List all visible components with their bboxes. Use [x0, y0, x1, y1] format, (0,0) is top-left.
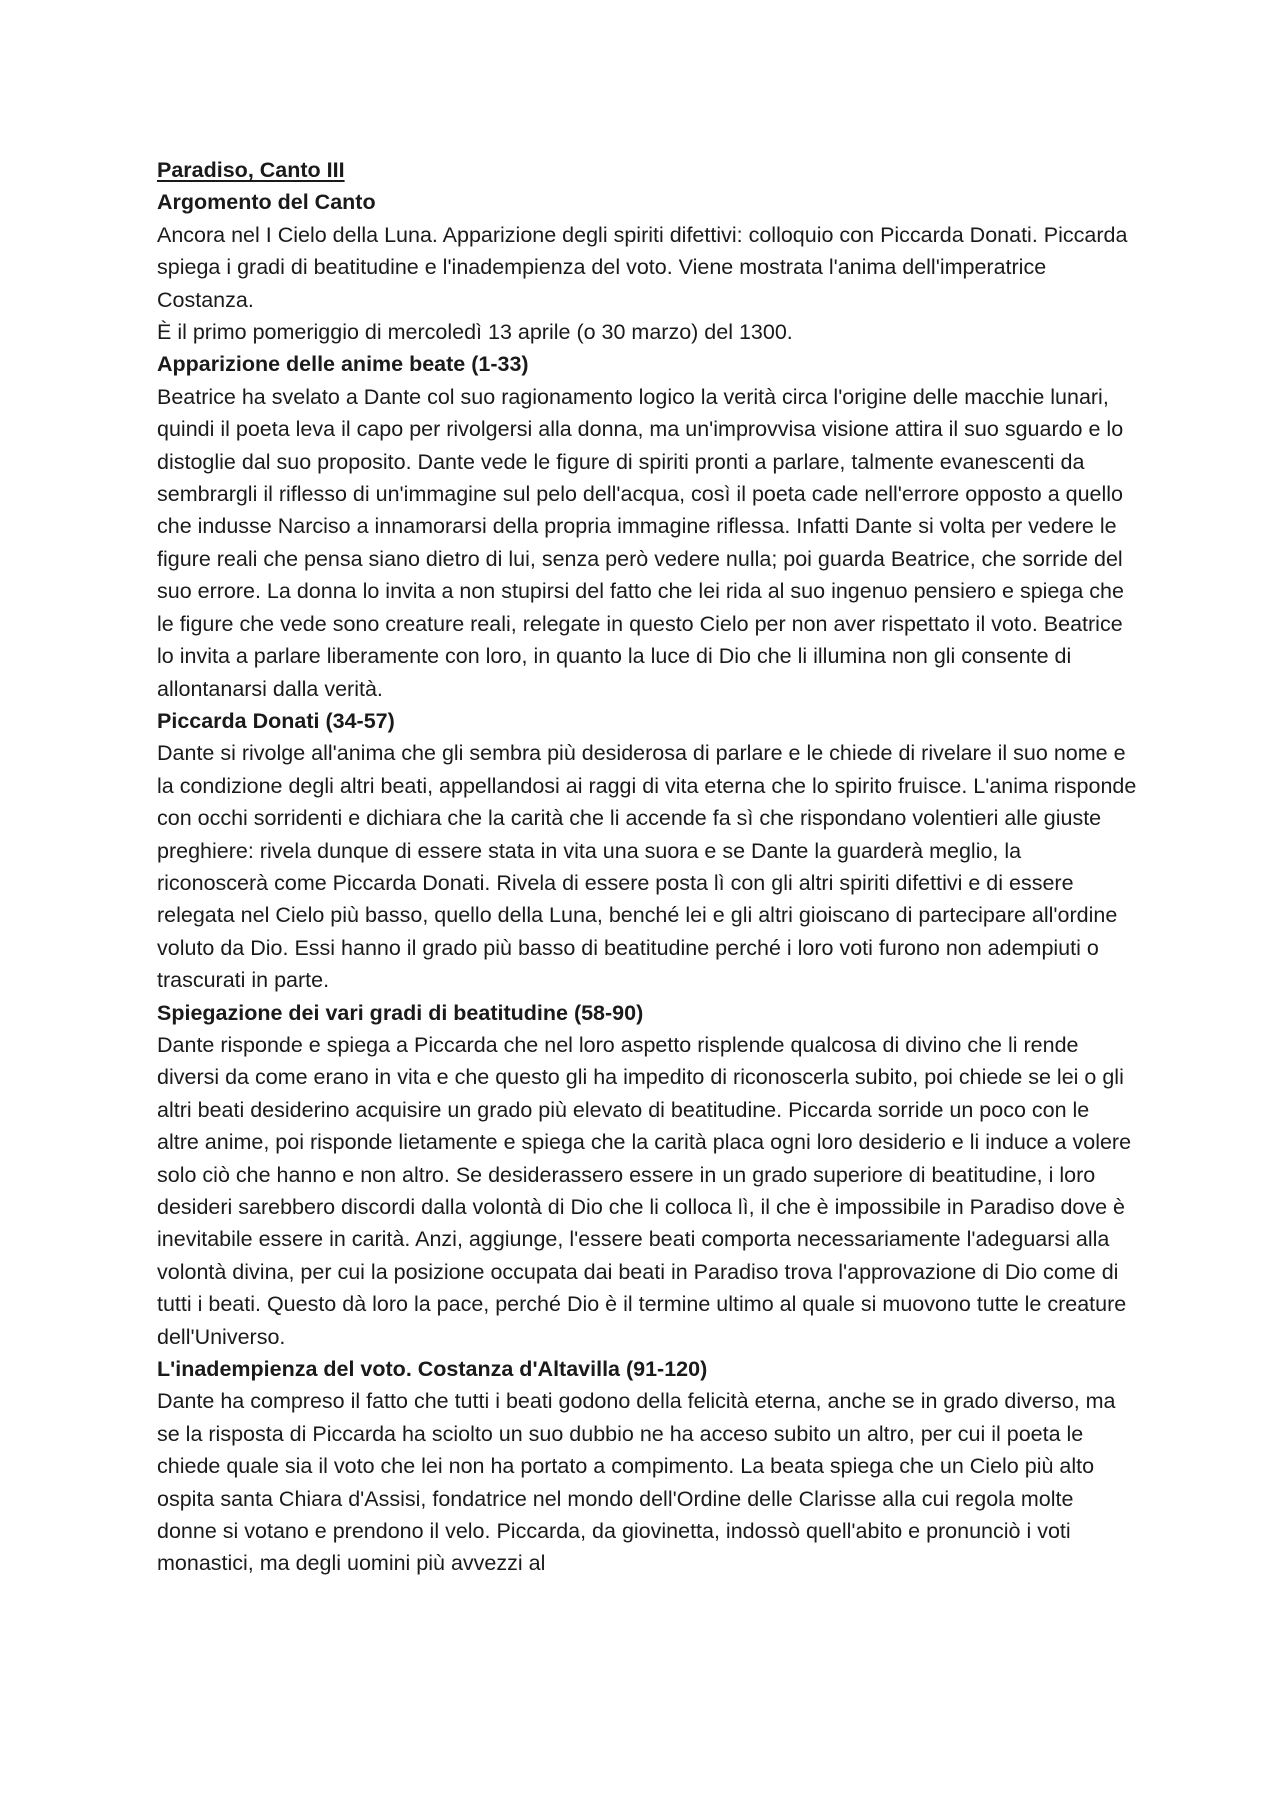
paragraph-argomento-1: Ancora nel I Cielo della Luna. Apparizione degli spiriti difettivi: colloquio con Piccarda Donati. Piccarda spiega i gradi di beatitudine e l'inadempienza del voto. Viene mostrata l'anima dell'imperatrice Costanza.: [157, 222, 1128, 312]
document-title: Paradiso, Canto III: [157, 158, 345, 182]
section-heading-piccarda: Piccarda Donati (34-57): [157, 708, 395, 733]
paragraph-apparizione: Beatrice ha svelato a Dante col suo ragionamento logico la verità circa l'origine delle macchie lunari, quindi il poeta leva il capo per rivolgersi alla donna, ma un'improvvisa visione attira il suo sguardo e lo distoglie dal suo proposito. Dante vede le figure di spiriti pronti a parlare, talmente evanescenti da sembrargli il riflesso di un'immagine sul pelo dell'acqua, così il poeta cade nell'errore opposto a quello che indusse Narciso a innamorarsi della propria immagine riflessa. Infatti Dante si volta per vedere le figure reali che pensa siano dietro di lui, senza però vedere nulla; poi guarda Beatrice, che sorride del suo errore. La donna lo invita a non stupirsi del fatto che lei rida al suo ingenuo pensiero e spiega che le figure che vede sono creature reali, relegate in questo Cielo per non aver rispettato il voto. Beatrice lo invita a parlare liberamente con loro, in quanto la luce di Dio che li illumina non gli consente di allontanarsi dalla verità.: [157, 384, 1124, 701]
paragraph-inadempienza-voto: Dante ha compreso il fatto che tutti i beati godono della felicità eterna, anche se in grado diverso, ma se la risposta di Piccarda ha sciolto un suo dubbio ne ha acceso subito un altro, per cui il poeta le chiede quale sia il voto che lei non ha portato a compimento. La beata spiega che un Cielo più alto ospita santa Chiara d'Assisi, fondatrice nel mondo dell'Ordine delle Clarisse alla cui regola molte donne si votano e prendono il velo. Piccarda, da giovinetta, indossò quell'abito e pronunciò i voti monastici, ma degli uomini più avvezzi al: [157, 1389, 1116, 1576]
section-heading-apparizione: Apparizione delle anime beate (1-33): [157, 352, 529, 377]
document-page: [157, 154, 1137, 1580]
paragraph-piccarda: Dante si rivolge all'anima che gli sembra più desiderosa di parlare e le chiede di rivelare il suo nome e la condizione degli altri beati, appellandosi ai raggi di vita eterna che lo spirito fruisce. L'anima risponde con occhi sorridenti e dichiara che la carità che li accende fa sì che rispondano volentieri alle giuste preghiere: rivela dunque di essere stata in vita una suora e se Dante la guarderà meglio, la riconoscerà come Piccarda Donati. Rivela di essere posta lì con gli altri spiriti difettivi e di essere relegata nel Cielo più basso, quello della Luna, benché lei e gli altri gioiscano di partecipare all'ordine voluto da Dio. Essi hanno il grado più basso di beatitudine perché i loro voti furono non adempiuti o trascurati in parte.: [157, 741, 1137, 993]
section-heading-gradi-beatitudine: Spiegazione dei vari gradi di beatitudine (58-90): [157, 1000, 644, 1025]
section-heading-inadempienza-voto: L'inadempienza del voto. Costanza d'Altavilla (91-120): [157, 1357, 708, 1382]
section-heading-argomento: Argomento del Canto: [157, 190, 376, 215]
paragraph-argomento-2: È il primo pomeriggio di mercoledì 13 aprile (o 30 marzo) del 1300.: [157, 320, 793, 345]
paragraph-gradi-beatitudine: Dante risponde e spiega a Piccarda che nel loro aspetto risplende qualcosa di divino che li rende diversi da come erano in vita e che questo gli ha impedito di riconoscerla subito, poi chiede se lei o gli altri beati desiderino acquisire un grado più elevato di beatitudine. Piccarda sorride un poco con le altre anime, poi risponde lietamente e spiega che la carità placa ogni loro desiderio e li induce a volere solo ciò che hanno e non altro. Se desiderassero essere in un grado superiore di beatitudine, i loro desideri sarebbero discordi dalla volontà di Dio che li colloca lì, il che è impossibile in Paradiso dove è inevitabile essere in carità. Anzi, aggiunge, l'essere beati comporta necessariamente l'adeguarsi alla volontà divina, per cui la posizione occupata dai beati in Paradiso trova l'approvazione di Dio come di tutti i beati. Questo dà loro la pace, perché Dio è il termine ultimo al quale si muovono tutte le creature dell'Universo.: [157, 1032, 1132, 1349]
